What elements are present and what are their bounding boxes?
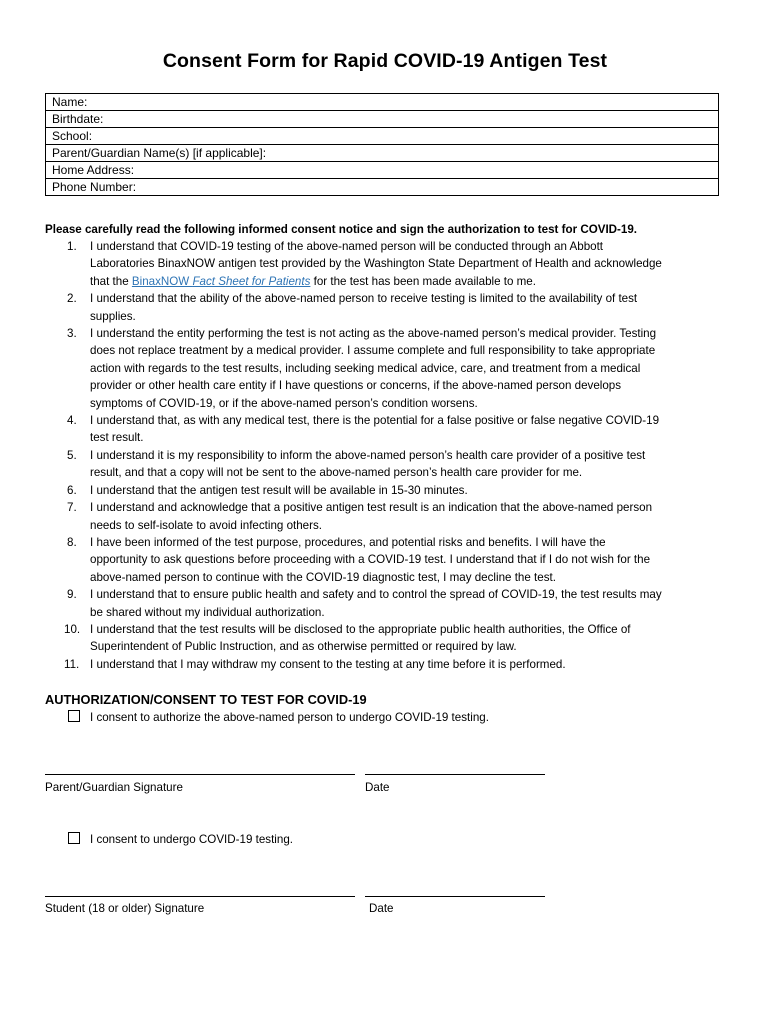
field-label: Name: — [46, 94, 719, 111]
field-row-school[interactable] — [46, 128, 719, 145]
consent-intro: Please carefully read the following informed consent notice and sign the authorization to test for COVID-19. — [45, 223, 638, 236]
item-number: 6. — [67, 483, 77, 497]
item-number: 5. — [67, 448, 77, 462]
list-item — [45, 447, 735, 482]
item-line: does not replace treatment by a medical provider. I assume complete and full responsibility to take appropriate — [90, 344, 656, 358]
item-number: 10. — [64, 622, 81, 636]
item-line: I have been informed of the test purpose, procedures, and potential risks and benefits. I will have the — [90, 535, 606, 549]
item-line: provider or other health care entity if I have questions or concerns, if the above-named person develops — [90, 379, 622, 393]
item-line: above-named person to continue with the COVID-19 diagnostic test, I may decline the test. — [90, 570, 556, 584]
student-signature-label: Student (18 or older) Signature — [45, 902, 205, 915]
list-item — [45, 238, 735, 290]
list-item — [45, 534, 735, 586]
field-label: Parent/Guardian Name(s) [if applicable]: — [46, 145, 719, 162]
item-line: I understand that to ensure public health and safety and to control the spread of COVID-19, the test results may — [90, 588, 662, 602]
item-line: I understand that, as with any medical test, there is the potential for a false positive or false negative COVID-19 — [90, 414, 660, 428]
list-item — [45, 499, 735, 534]
list-item — [45, 290, 735, 325]
item-number: 8. — [67, 535, 77, 549]
item-line: I understand that the antigen test result will be available in 15-30 minutes. — [90, 483, 468, 497]
list-item — [45, 656, 735, 673]
item-line — [90, 273, 735, 290]
item-line: Laboratories BinaxNOW antigen test provided by the Washington State Department of Health and acknowledge — [90, 257, 662, 271]
item-number: 11. — [64, 657, 80, 671]
link-text: BinaxNOW — [131, 274, 193, 288]
student-signature-line[interactable] — [45, 896, 355, 897]
student-consent-checkbox[interactable] — [68, 832, 80, 844]
student-date-label: Date — [369, 902, 394, 915]
item-number: 9. — [67, 588, 77, 602]
guardian-date-line[interactable] — [365, 774, 545, 775]
field-row-name[interactable] — [46, 94, 719, 111]
field-row-address[interactable] — [46, 162, 719, 179]
item-line: supplies. — [90, 309, 136, 323]
guardian-consent-row — [68, 710, 489, 726]
item-number: 4. — [67, 414, 77, 428]
guardian-signature-label: Parent/Guardian Signature — [45, 781, 183, 794]
item-line: I understand that COVID-19 testing of the above-named person will be conducted through an Abbott — [90, 240, 604, 253]
item-line: Superintendent of Public Instruction, and as otherwise permitted or required by law. — [90, 640, 517, 654]
item-line: action with regards to the test results, including seeking medical advice, care, and treatment from a medical — [90, 361, 641, 375]
field-label: Phone Number: — [46, 179, 719, 196]
field-row-guardian[interactable] — [46, 145, 719, 162]
item-line: I understand that the test results will be disclosed to the appropriate public health authorities, the Office of — [90, 622, 631, 636]
field-label: Birthdate: — [46, 111, 719, 128]
item-line: result, and that a copy will not be sent to the above-named person’s health care provider for me. — [90, 466, 583, 480]
list-item — [45, 621, 735, 656]
item-line: I understand it is my responsibility to inform the above-named person’s health care provider of a positive test — [90, 448, 646, 462]
field-row-phone[interactable] — [46, 179, 719, 196]
student-consent-label: I consent to undergo COVID-19 testing. — [90, 833, 294, 846]
guardian-date-label: Date — [365, 781, 390, 794]
list-item — [45, 586, 735, 621]
guardian-consent-label: I consent to authorize the above-named person to undergo COVID-19 testing. — [90, 711, 489, 724]
item-number: 1. — [67, 240, 77, 253]
page-title: Consent Form for Rapid COVID-19 Antigen Test — [162, 50, 608, 72]
list-item — [45, 412, 735, 447]
link-text-italic: Fact Sheet for Patients — [192, 274, 311, 288]
item-number: 2. — [67, 292, 77, 306]
item-line: I understand that I may withdraw my consent to the testing at any time before it is performed. — [90, 657, 566, 671]
guardian-signature-line[interactable] — [45, 774, 355, 775]
item-text: for the test has been made available to me. — [310, 274, 536, 288]
guardian-consent-checkbox[interactable] — [68, 710, 80, 722]
item-line: be shared without my individual authorization. — [90, 605, 325, 619]
item-line: I understand the entity performing the test is not acting as the above-named person’s medical provider. Testing — [90, 327, 657, 341]
item-line: opportunity to ask questions before proceeding with a COVID-19 test. I understand that if I do not wish for the — [90, 553, 651, 567]
field-label: School: — [46, 128, 719, 145]
consent-terms-list — [45, 238, 735, 673]
item-line: I understand and acknowledge that a positive antigen test result is an indication that the above-named person — [90, 501, 653, 515]
item-line: test result. — [90, 431, 144, 445]
field-label: Home Address: — [46, 162, 719, 179]
item-number: 7. — [67, 501, 77, 515]
student-consent-row — [68, 832, 293, 848]
item-line: needs to self-isolate to avoid infecting others. — [90, 518, 323, 532]
list-item — [45, 482, 735, 499]
item-text: that the — [90, 274, 132, 288]
fact-sheet-link[interactable] — [132, 275, 311, 288]
authorization-heading: AUTHORIZATION/CONSENT TO TEST FOR COVID-19 — [45, 692, 367, 707]
item-line: I understand that the ability of the above-named person to receive testing is limited to the availability of test — [90, 292, 638, 306]
item-number: 3. — [67, 327, 77, 341]
field-row-birthdate[interactable] — [46, 111, 719, 128]
item-line: symptoms of COVID-19, or if the above-named person’s condition worsens. — [90, 396, 478, 410]
list-item — [45, 325, 735, 412]
student-date-line[interactable] — [365, 896, 545, 897]
personal-info-table — [45, 93, 719, 196]
